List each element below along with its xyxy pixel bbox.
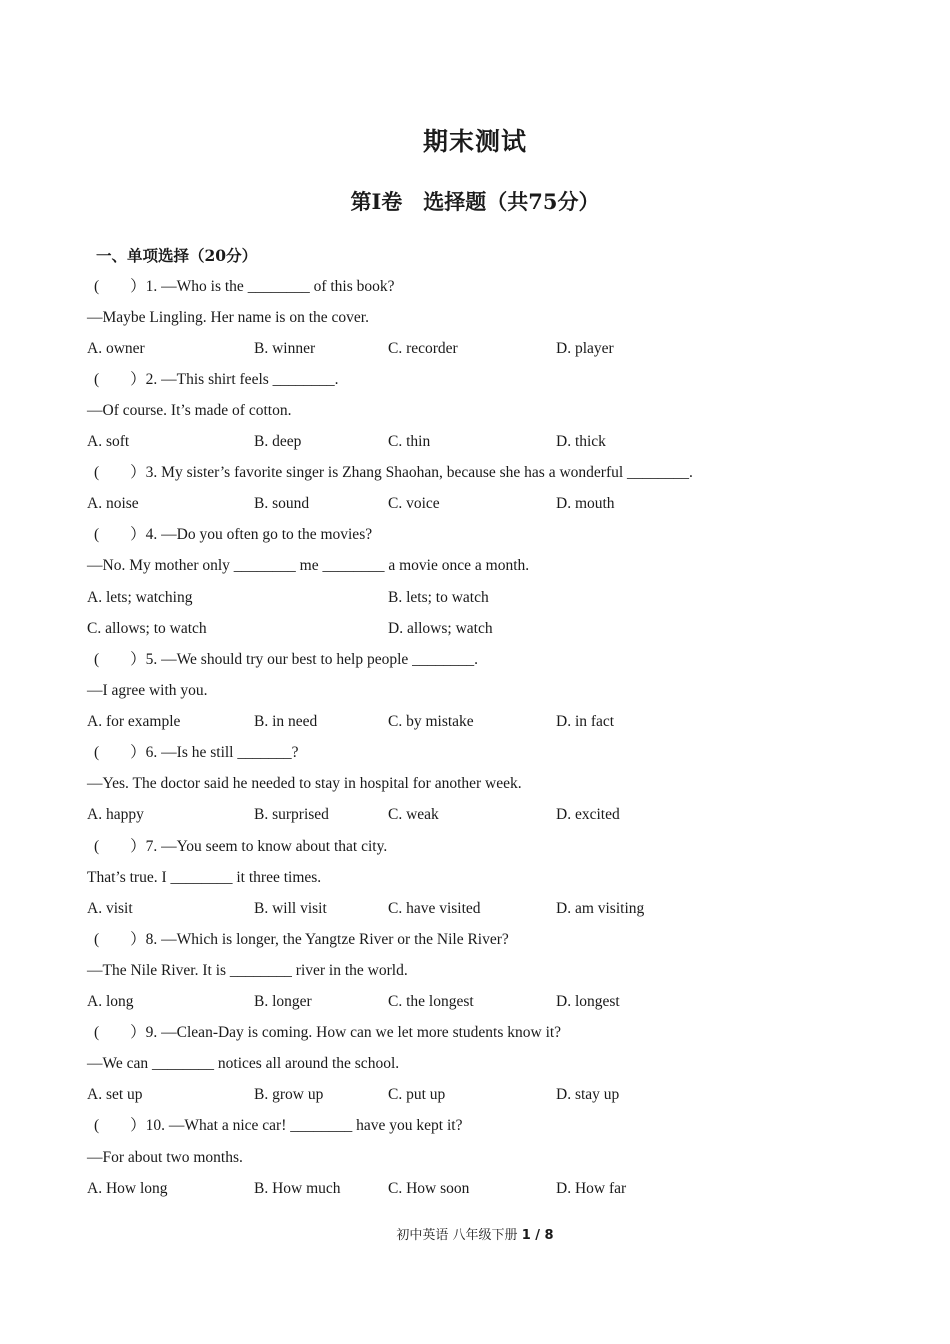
option: B. in need: [254, 713, 318, 730]
option: B. grow up: [254, 1086, 324, 1103]
option: D. am visiting: [556, 900, 645, 917]
option: D. mouth: [556, 495, 615, 512]
question-response: —No. My mother only ________ me ________ a movie once a month.: [87, 557, 530, 574]
option: D. player: [556, 340, 614, 357]
option: D. How far: [556, 1180, 627, 1197]
option: C. thin: [388, 433, 431, 450]
option: C. put up: [388, 1086, 446, 1103]
option: A. visit: [87, 900, 133, 917]
question-response: —I agree with you.: [87, 682, 208, 699]
option: D. in fact: [556, 713, 615, 730]
question-stem: ( ）4. —Do you often go to the movies?: [94, 526, 373, 543]
option: B. lets; to watch: [388, 589, 489, 606]
option: D. longest: [556, 993, 620, 1010]
question-response: —Maybe Lingling. Her name is on the cover.: [87, 309, 369, 326]
page-number: 1 / 8: [521, 1228, 554, 1243]
option: C. by mistake: [388, 713, 474, 730]
option: C. How soon: [388, 1180, 470, 1197]
option: C. recorder: [388, 340, 458, 357]
option: C. allows; to watch: [87, 620, 207, 637]
option: A. happy: [87, 806, 144, 823]
question-stem: ( ）2. —This shirt feels ________.: [94, 371, 339, 388]
question-response: —Of course. It’s made of cotton.: [87, 402, 292, 419]
option: C. the longest: [388, 993, 474, 1010]
question-response: —For about two months.: [87, 1149, 243, 1166]
option: C. weak: [388, 806, 439, 823]
option: D. thick: [556, 433, 606, 450]
option: A. for example: [87, 713, 181, 730]
question-stem: ( ）1. —Who is the ________ of this book?: [94, 278, 395, 295]
option: C. have visited: [388, 900, 481, 917]
question-stem: ( ）3. My sister’s favorite singer is Zhang Shaohan, because she has a wonderful ________.: [94, 464, 693, 481]
question-stem: ( ）8. —Which is longer, the Yangtze River or the Nile River?: [94, 931, 509, 948]
option: B. deep: [254, 433, 302, 450]
option: C. voice: [388, 495, 440, 512]
option: A. lets; watching: [87, 589, 193, 606]
option: A. noise: [87, 495, 139, 512]
question-stem: ( ）9. —Clean-Day is coming. How can we let more students know it?: [94, 1024, 562, 1041]
option: D. stay up: [556, 1086, 620, 1103]
option: A. soft: [87, 433, 130, 450]
question-response: —The Nile River. It is ________ river in the world.: [87, 962, 408, 979]
option: B. sound: [254, 495, 310, 512]
part-subtitle: 第Ⅰ卷 选择题（共75分）: [350, 189, 600, 214]
question-response: —Yes. The doctor said he needed to stay in hospital for another week.: [87, 775, 522, 792]
page-title: 期末测试: [422, 127, 527, 156]
question-stem: ( ）6. —Is he still _______?: [94, 744, 299, 761]
question-stem: ( ）10. —What a nice car! ________ have you kept it?: [94, 1117, 463, 1134]
question-response: —We can ________ notices all around the school.: [87, 1055, 400, 1072]
section-heading: 一、单项选择（20分）: [96, 246, 258, 265]
option: B. How much: [254, 1180, 341, 1197]
option: B. surprised: [254, 806, 329, 823]
footer-text: 初中英语 八年级下册: [396, 1228, 518, 1243]
option: D. allows; watch: [388, 620, 493, 637]
question-stem: ( ）5. —We should try our best to help people ________.: [94, 651, 479, 668]
option: B. longer: [254, 993, 312, 1010]
option: B. winner: [254, 340, 316, 357]
question-response: That’s true. I ________ it three times.: [87, 869, 322, 886]
option: A. set up: [87, 1086, 143, 1103]
page-footer: [0, 1224, 950, 1243]
option: D. excited: [556, 806, 620, 823]
option: B. will visit: [254, 900, 327, 917]
option: A. long: [87, 993, 134, 1010]
question-stem: ( ）7. —You seem to know about that city.: [94, 838, 388, 855]
option: A. How long: [87, 1180, 168, 1197]
option: A. owner: [87, 340, 145, 357]
